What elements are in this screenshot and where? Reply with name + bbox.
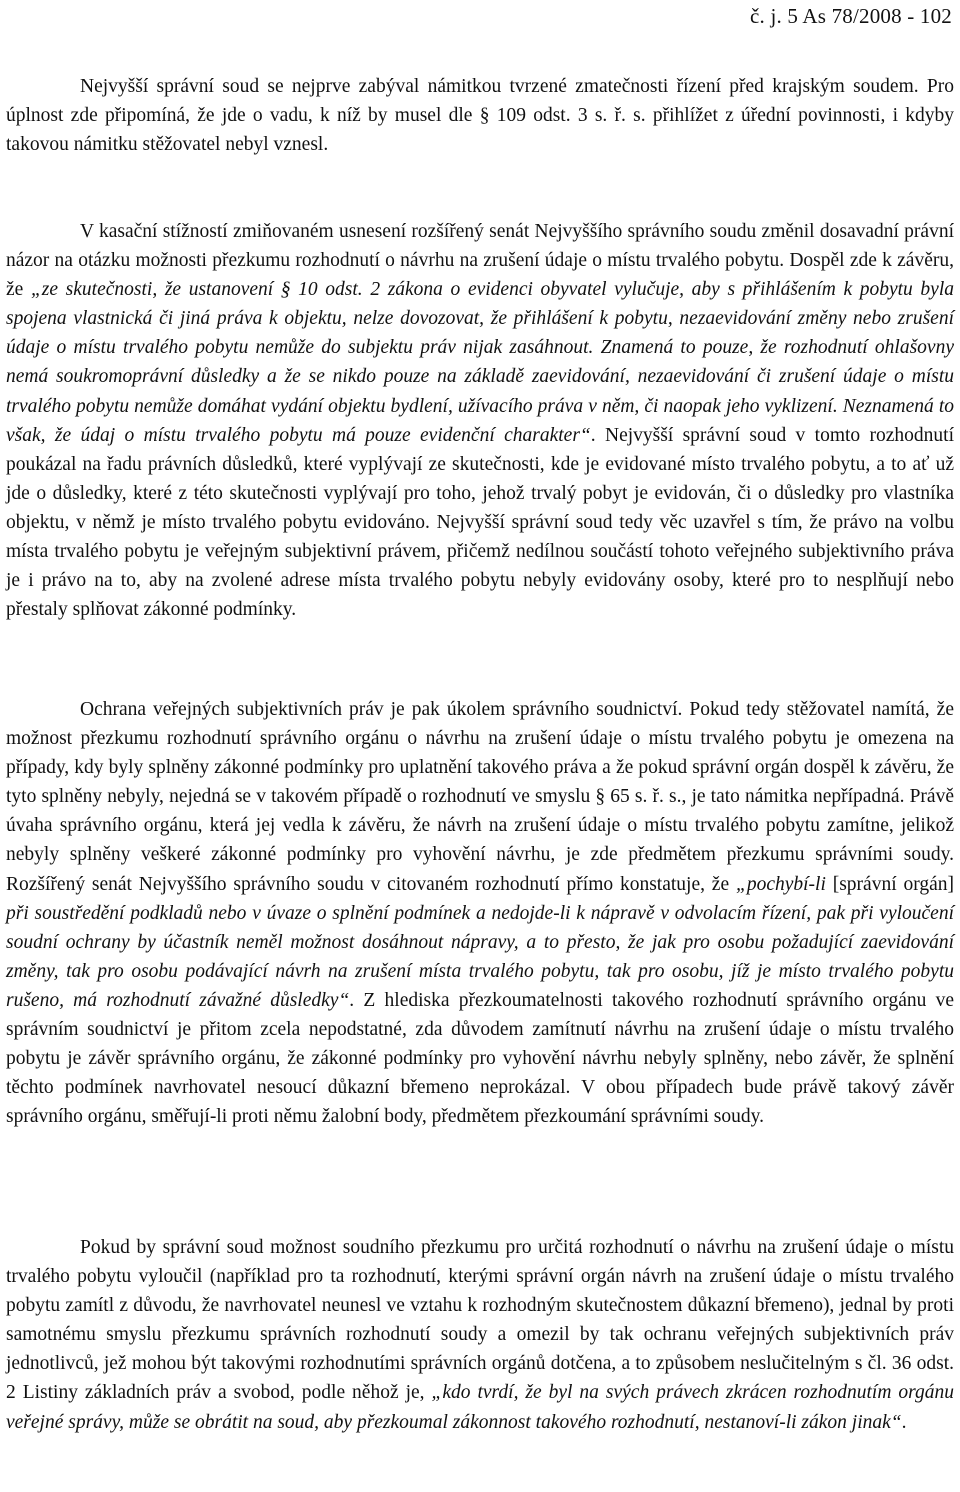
paragraph-ochrana-prav xyxy=(6,695,954,1131)
paragraph-text: . Z hlediska přezkoumatelnosti takového rozhodnutí správního orgánu ve správním soudnictví je přitom zcela nepodstatné, zda důvodem zamítnutí návrhu na zrušení údaje o místu trvalého pobytu je závěr správního orgánu, že zákonné podmínky pro vyhovění návrhu nebyly splněny, nebo závěr, že splnění těchto podmínek navrhovatel nesoucí důkazní břemeno neprokázal. V obou případech bude právě takový závěr správního orgánu, směřují-li proti němu žalobní body, předmětem přezkoumání správními soudy. xyxy=(6,989,954,1128)
quotation: při soustředění podkladů nebo v úvaze o splnění podmínek a nedojde-li k nápravě v odvolacím řízení, pak při vyloučení soudní ochrany by účastník neměl možnost dosáhnout nápravy, a to přesto, že jak pro osobu požadující zaevidování změny, tak pro osobu podávající návrh na zrušení místa trvalého pobytu, tak pro osobu, jíž je místo trvalého pobytu rušeno, má rozhodnutí závažné důsledky“ xyxy=(6,902,954,1011)
paragraph-rozsireny-senat xyxy=(6,217,954,624)
case-number-header: č. j. 5 As 78/2008 - 102 xyxy=(750,4,952,28)
paragraph-listina xyxy=(6,1233,954,1437)
paragraph-text: . Nejvyšší správní soud v tomto rozhodnutí poukázal na řadu právních důsledků, které vyplývají ze skutečnosti, kde je evidované místo trvalého pobytu, a to ať už jde o důsledky, které z této skutečnosti vyplývají pro toho, jehož trvalý pobyt je evidován, či o důsledky pro vlastníka objektu, v němž je místo trvalého pobytu evidováno. Nejvyšší správní soud tedy věc uzavřel s tím, že právo na volbu místa trvalého pobytu je veřejným subjektivní právem, přičemž nedílnou součástí tohoto veřejného subjektivního práva je i právo na to, aby na zvolené adrese místa trvalého pobytu nebyly evidovány osoby, které pro to nesplňují nebo přestaly splňovat zákonné podmínky. xyxy=(6,424,954,621)
paragraph-text: V kasační stížností zmiňovaném usnesení rozšířený senát Nejvyššího správního soudu změnil dosavadní právní názor na otázku možnosti přezkumu rozhodnutí o návrhu na zrušení údaje o místu trvalého pobytu. Dospěl zde k závěru, že xyxy=(6,221,954,301)
paragraph-text: Pokud by správní soud možnost soudního přezkumu pro určitá rozhodnutí o návrhu na zrušení údaje o místu trvalého pobytu vyloučil (například pro ta rozhodnutí, kterými správní orgán návrh na zrušení údaje o místu trvalého pobytu zamítl z důvodu, že navrhovatel neunesl ve vztahu k rozhodným skutečnostem důkazní břemeno), jednal by proti samotnému smyslu přezkumu správních rozhodnutí soudy a omezil by tak ochranu veřejných subjektivních práv jednotlivců, jež mohou být takovými rozhodnutími správních orgánů dotčena, a to způsobem neslučitelným s čl. 36 odst. 2 Listiny základních práv a svobod, podle něhož je, xyxy=(6,1237,954,1404)
paragraph-text: [správní orgán] xyxy=(825,873,954,895)
quotation: „ze skutečnosti, že ustanovení § 10 odst. 2 zákona o evidenci obyvatel vylučuje, aby s přihlášením k pobytu byla spojena vlastnická či jiná práva k objektu, nelze dovozovat, že přihlášení k pobytu, nezaevidování změny nebo zrušení údaje o místu trvalého pobytu nemůže do subjektu práv nijak zasáhnout. Znamená to pouze, že rozhodnutí ohlašovny nemá soukromoprávní důsledky a že se nikdo pouze na základě zaevidování, nezaevidování či zrušení údaje o místu trvalého pobytu nemůže domáhat vydání objektu bydlení, užívacího práva v něm, či naopak jeho vyklizení. Neznamená to však, že údaj o místu trvalého pobytu má pouze evidenční charakter“ xyxy=(6,279,955,446)
quotation: „kdo tvrdí, že byl na svých právech zkrácen rozhodnutím orgánu veřejné správy, může se obrátit na soud, aby přezkoumal zákonnost takového rozhodnutí, nestanoví-li zákon jinak“ xyxy=(6,1382,954,1433)
paragraph-zmatecnost: Nejvyšší správní soud se nejprve zabýval námitkou tvrzené zmatečnosti řízení před krajským soudem. Pro úplnost zde připomíná, že jde o vadu, k níž by musel dle § 109 odst. 3 s. ř. s. přihlížet z úřední povinnosti, i kdyby takovou námitku stěžovatel nebyl vznesl. xyxy=(6,76,954,156)
paragraph-text: . xyxy=(901,1411,907,1433)
quotation: „pochybí-li xyxy=(735,873,826,895)
paragraph-text: Ochrana veřejných subjektivních práv je pak úkolem správního soudnictví. Pokud tedy stěžovatel namítá, že možnost přezkumu rozhodnutí správního orgánu o návrhu na zrušení údaje o místu trvalého pobytu je omezena na případy, kdy byly splněny zákonné podmínky pro uplatnění takového práva a že pokud správní orgán dospěl k závěru, že tyto splněny nebyly, nejedná se v takovém případě o rozhodnutí ve smyslu § 65 s. ř. s., je tato námitka nepřípadná. Právě úvaha správního orgánu, která jej vedla k závěru, že návrh na zrušení údaje o místu trvalého pobytu zamítne, jelikož nebyly splněny veškeré zákonné podmínky pro vyhovění návrhu, je zde předmětem přezkumu správními soudy. Rozšířený senát Nejvyššího správního soudu v citovaném rozhodnutí přímo konstatuje, že xyxy=(6,699,954,895)
